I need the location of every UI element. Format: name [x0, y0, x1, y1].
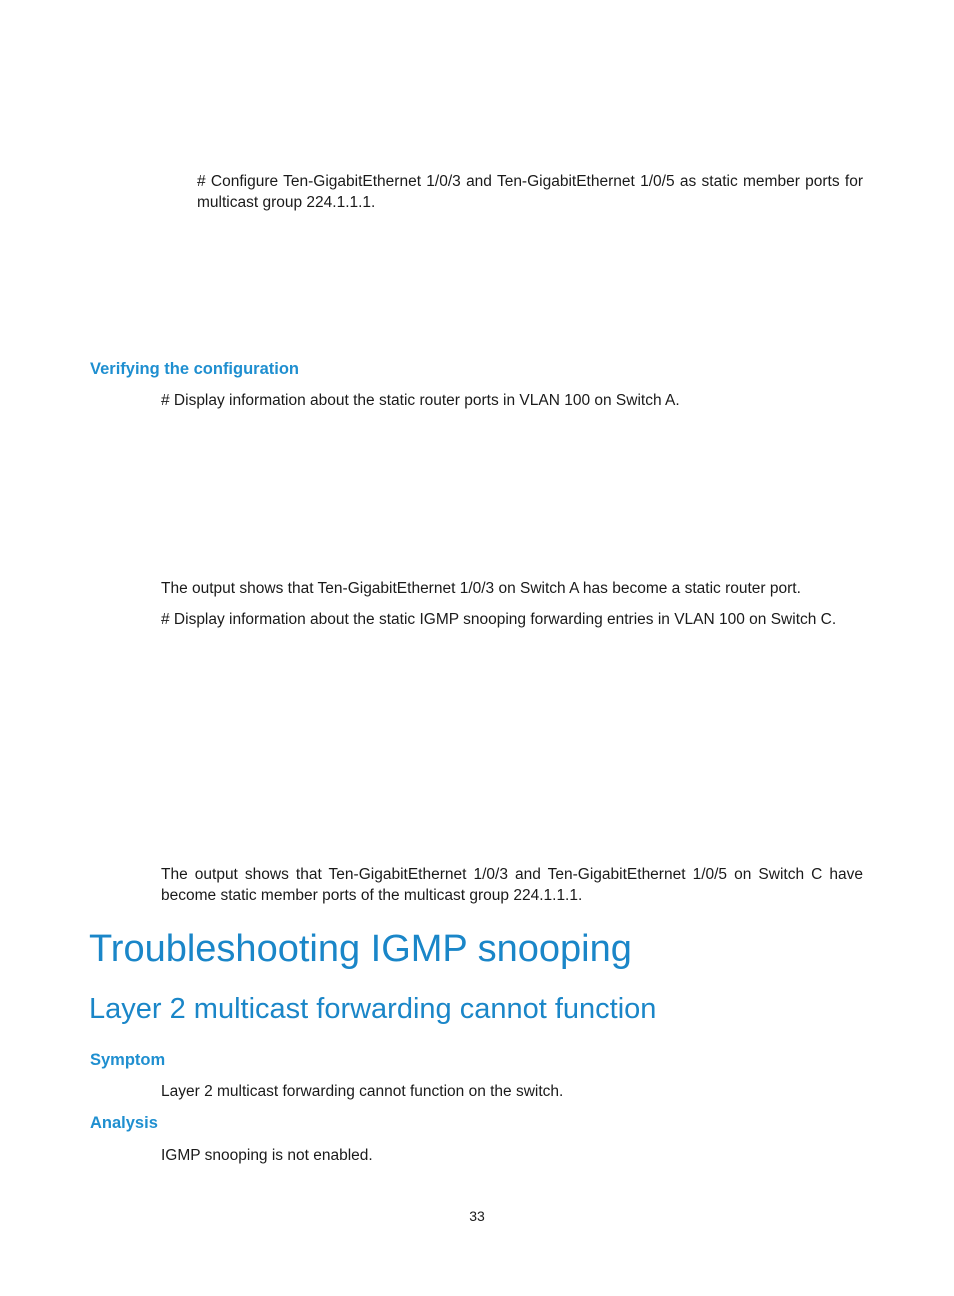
heading-troubleshooting-igmp-snooping: Troubleshooting IGMP snooping — [89, 928, 632, 970]
paragraph-router-port-result: The output shows that Ten-GigabitEthernet 1/0/3 on Switch A has become a static router port. — [161, 580, 801, 597]
paragraph-display-forwarding-entries: # Display information about the static IGMP snooping forwarding entries in VLAN 100 on Switch C. — [161, 611, 837, 628]
page-number: 33 — [469, 1208, 485, 1224]
heading-analysis: Analysis — [90, 1114, 158, 1132]
paragraph-configure-static-members: # Configure Ten-GigabitEthernet 1/0/3 and Ten-GigabitEthernet 1/0/5 as static member ports for multicast group 224.1.1.1. — [197, 173, 863, 211]
heading-layer2-forwarding-issue: Layer 2 multicast forwarding cannot function — [89, 993, 657, 1025]
paragraph-display-router-ports: # Display information about the static router ports in VLAN 100 on Switch A. — [161, 392, 680, 409]
paragraph-symptom: Layer 2 multicast forwarding cannot function on the switch. — [161, 1083, 564, 1100]
heading-symptom: Symptom — [90, 1051, 166, 1069]
paragraph-analysis: IGMP snooping is not enabled. — [161, 1147, 373, 1164]
paragraph-member-ports-result: The output shows that Ten-GigabitEthernet 1/0/3 and Ten-GigabitEthernet 1/0/5 on Switch C have become static member ports of the multicast group 224.1.1.1. — [161, 866, 863, 904]
heading-verifying-configuration: Verifying the configuration — [90, 360, 300, 378]
